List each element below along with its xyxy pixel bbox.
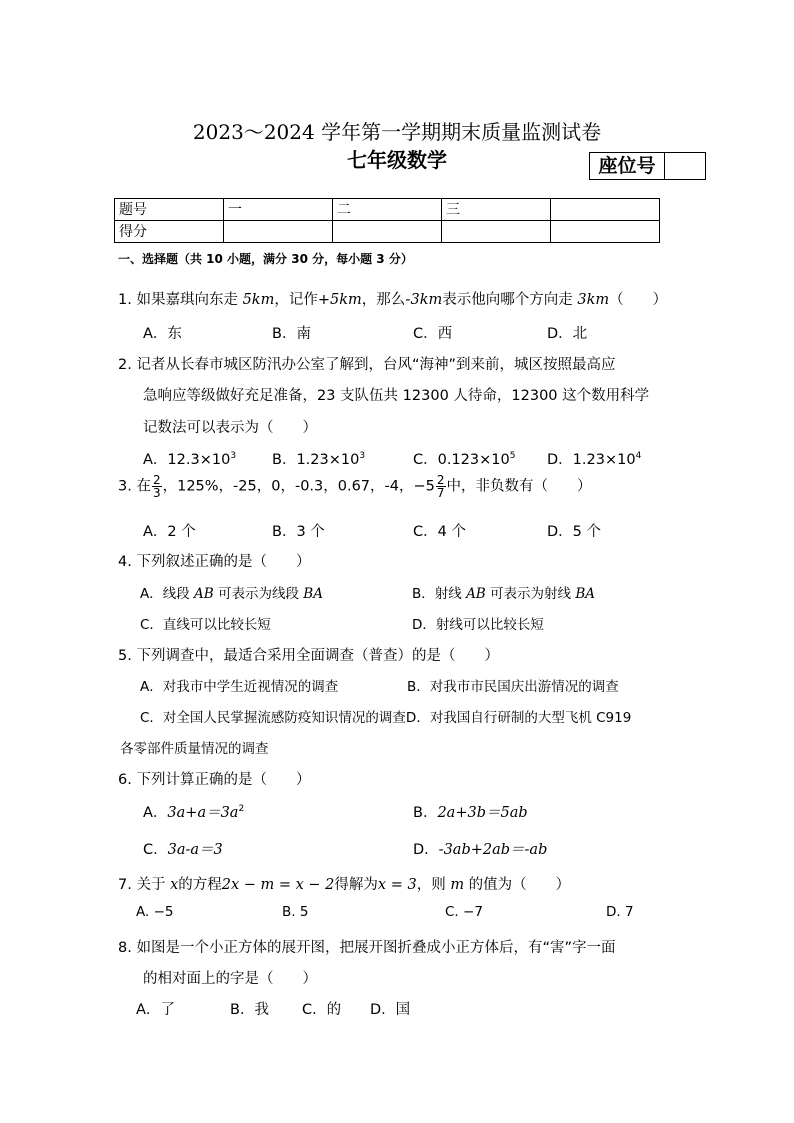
seat-number-label: 座位号: [590, 153, 665, 179]
score-table-cell: 题号: [115, 199, 224, 221]
option-d: D．射线可以比较长短: [412, 617, 544, 633]
score-table-cell: [551, 221, 660, 243]
option-b: B．$1.23\times 10^3$: [272, 451, 366, 468]
question-5: 5. 下列调查中，最适合采用全面调查（普查）的是（ ）: [118, 648, 499, 664]
score-table-cell: [224, 221, 333, 243]
question-text: ，那么-: [361, 292, 411, 308]
option-d: D．北: [547, 326, 588, 342]
option-d: D．-3ab+2ab＝-ab: [413, 842, 548, 858]
section-heading: 一、选择题（共 10 小题，满分 30 分，每小题 3 分）: [118, 252, 413, 266]
math-value: −5: [413, 478, 435, 495]
question-8-line: 8. 如图是一个小正方体的展开图，把展开图折叠成小正方体后，有“害”字一面: [118, 940, 616, 956]
option-b: B．对我市市民国庆出游情况的调查: [407, 679, 619, 695]
option-d: D. 7: [606, 904, 634, 920]
math-var: 5km: [329, 292, 362, 308]
option-b: B．射线 AB 可表示为射线 BA: [412, 586, 595, 602]
option-c: C．直线可以比较长短: [140, 617, 271, 633]
option-a: A．了: [136, 1002, 175, 1018]
question-text: 中，非负数有（ ）: [446, 478, 592, 495]
question-text: 1. 如果嘉琪向东走: [118, 292, 243, 308]
fraction: $\frac{2}{3}$: [152, 473, 161, 500]
option-b: B．2a+3b＝5ab: [413, 805, 528, 821]
question-text: 表示他向哪个方向走: [442, 292, 578, 308]
option-a: A．东: [143, 326, 182, 342]
question-text: ，记作+: [274, 292, 330, 308]
fraction: $\frac{2}{7}$: [436, 473, 445, 500]
question-2-line: 急响应等级做好充足准备，23 支队伍共 12300 人待命，12300 这个数用科学: [143, 388, 650, 404]
question-text: ，125%，-25，0，-0.3，0.67，-4，: [162, 478, 414, 495]
question-6: 6. 下列计算正确的是（ ）: [118, 772, 311, 788]
question-7: 7. 关于 x的方程2x − m = x − 2得解为x = 3，则 m 的值为（ ）: [118, 877, 571, 893]
question-3: [118, 474, 592, 499]
option-b: B．南: [272, 326, 311, 342]
option-d: D．5 个: [547, 524, 601, 540]
option-a: A．$12.3\times 10^3$: [143, 451, 237, 468]
math-var: 5km: [242, 292, 275, 308]
question-1: [118, 288, 667, 309]
score-table-row: [115, 221, 660, 243]
option-b: B. 5: [282, 904, 309, 920]
option-c: C．3a-a＝3: [143, 842, 223, 858]
score-table-cell: 三: [442, 199, 551, 221]
score-table-cell: 二: [333, 199, 442, 221]
question-4: 4. 下列叙述正确的是（ ）: [118, 554, 311, 570]
exam-title: 2023～2024 学年第一学期期末质量监测试卷: [192, 120, 602, 144]
option-a: A. −5: [136, 904, 174, 920]
score-table: [114, 198, 660, 243]
question-2-line: 记数法可以表示为（ ）: [143, 420, 317, 436]
exam-subtitle: 七年级数学: [347, 148, 447, 172]
math-var: 3km: [577, 292, 610, 308]
seat-number-box: [589, 152, 706, 180]
option-c: C. −7: [445, 904, 483, 920]
option-c-d: C．对全国人民掌握流感防疫知识情况的调查D．对我国自行研制的大型飞机 C919: [140, 710, 632, 726]
option-a: A．线段 AB 可表示为线段 BA: [140, 586, 323, 602]
question-text: 3. 在: [118, 478, 151, 495]
option-a: A．$3a+a=3a^2$: [143, 804, 245, 821]
option-a: A．对我市中学生近视情况的调查: [140, 679, 339, 695]
option-b: B．我: [230, 1002, 269, 1018]
question-text: （ ）: [609, 292, 668, 308]
option-c: C．的: [302, 1002, 342, 1018]
score-table-cell: 一: [224, 199, 333, 221]
option-b: B．3 个: [272, 524, 325, 540]
score-table-cell: 得分: [115, 221, 224, 243]
option-d: D．国: [370, 1002, 411, 1018]
option-c: C．$0.123\times 10^5$: [413, 451, 516, 468]
question-2-line: 2. 记者从长春市城区防汛办公室了解到，台风“海神”到来前，城区按照最高应: [118, 357, 616, 373]
score-table-cell: [442, 221, 551, 243]
question-8-line: 的相对面上的字是（ ）: [143, 971, 317, 987]
option-c: C．4 个: [413, 524, 466, 540]
seat-number-field[interactable]: [665, 153, 705, 179]
option-d: D．$1.23\times 10^4$: [547, 451, 642, 468]
math-var: 3km: [410, 292, 443, 308]
option-a: A．2 个: [143, 524, 196, 540]
score-table-cell: [551, 199, 660, 221]
option-c: C．西: [413, 326, 453, 342]
score-table-row: [115, 199, 660, 221]
option-continuation: 各零部件质量情况的调查: [120, 741, 269, 757]
score-table-cell: [333, 221, 442, 243]
